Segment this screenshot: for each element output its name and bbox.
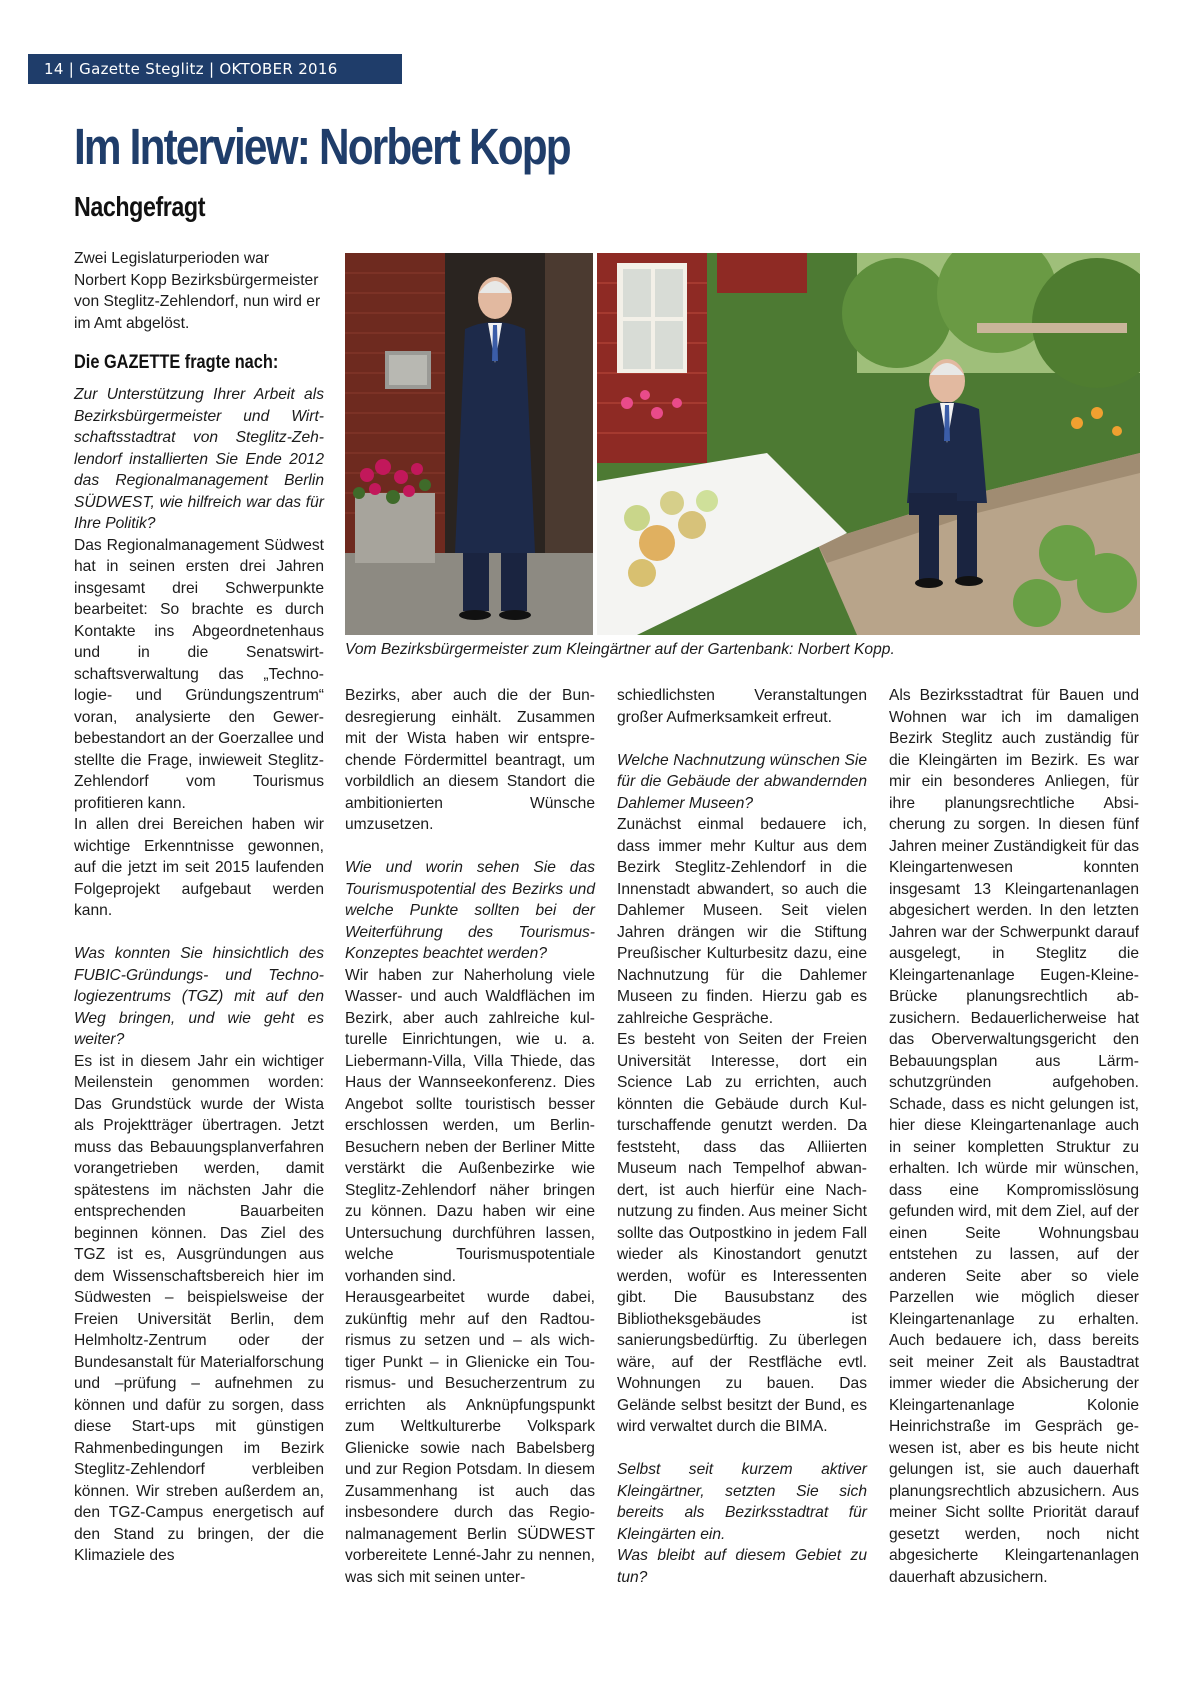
text-column-3 xyxy=(617,685,867,1588)
paragraph-gap xyxy=(345,836,595,858)
interview-question: Welche Nachnutzung wünschen Sie für die Gebäude der abwandernden Dahlemer Museen? xyxy=(617,751,867,812)
article-title: Im Interview: Norbert Kopp xyxy=(74,118,570,175)
photo-entrance-image xyxy=(345,253,593,635)
interview-question: Selbst seit kurzem aktiver Kleingärtner, setzten Sie sich bereits als Bezirksstadtrat für Kleingärten ein. xyxy=(617,1461,867,1543)
text-column-4 xyxy=(889,685,1139,1588)
paragraph-gap xyxy=(617,728,867,750)
paragraph-gap xyxy=(617,1438,867,1460)
photo-caption: Vom Bezirksbürgermeister zum Kleingärtner auf der Gartenbank: Norbert Kopp. xyxy=(345,641,895,658)
photo-entrance xyxy=(345,253,593,635)
interview-answer: Es besteht von Seiten der Freien Universität Interesse, dort ein Science Lab zu errichten, auch könnten die Gebäude durch Kulturschaffende genutzt werden. Da feststeht, dass das Alliierten Museum nach Tempelhof abwandert, ist auch hierfür eine Nachnutzung zu finden. Aus meiner Sicht sollte das Outpostkino in jedem Fall wieder als Kinostandort genutzt werden, wofür es Interessenten gibt. Die Bausubstanz des Bibliotheksgebäudes ist sanierungsbedürftig. Zu überlegen wäre, auf der Restfläche evtl. Wohnungen zu bauen. Das Gelände selbst besitzt der Bund, es wird verwaltet durch die BIMA. xyxy=(617,1031,867,1435)
photo-garden-image xyxy=(597,253,1140,635)
paragraph-gap xyxy=(74,922,324,944)
question-heading: Die GAZETTE fragte nach: xyxy=(74,352,279,373)
text-column-1 xyxy=(74,384,324,1567)
interview-answer: Bezirks, aber auch die der Bundesregierung einhält. Zusammen mit der Wista haben wir entsprechende Fördermittel beantragt, um vorbildlich an diesem Standort die ambitionierten Wünsche umzusetzen. xyxy=(345,687,595,833)
photo-garden xyxy=(597,253,1140,635)
article-subtitle: Nachgefragt xyxy=(74,191,206,222)
interview-answer: Das Regionalmanagement Südwest hat in seinen ersten drei Jahren insgesamt drei Schwerpunkte bearbeitet: So brachte es durch Kontakte ins Abgeordnetenhaus und in die Senatswirtschaftsverwaltung das „Technologie- und Gründungszentrum“ voran, analysierte den Gewerbebestandort an der Goerzallee und stellte die Frage, inwieweit Steglitz-Zehlendorf vom Tourismus profitieren kann. xyxy=(74,536,324,812)
interview-question: Wie und worin sehen Sie das Tourismuspotential des Bezirks und welche Punkte sollten bei der Weiterführung des Tourismus-Konzeptes beachtet werden? xyxy=(345,859,595,962)
article-intro: Zwei Legislaturperioden war Norbert Kopp Bezirksbürgermeister von Steglitz-Zehlendorf, nun wird er im Amt abgelöst. xyxy=(74,250,321,332)
page-header-bar xyxy=(28,54,402,84)
interview-answer: schiedlichsten Veranstaltungen großer Aufmerksamkeit erfreut. xyxy=(617,687,867,726)
interview-answer: Zunächst einmal bedauere ich, dass immer mehr Kultur aus dem Bezirk Steglitz-Zehlendorf in die Innenstadt abwandert, so auch die Dahlemer Museen. Seit vielen Jahren drängen wir die Stiftung Preußischer Kulturbesitz dazu, eine Nachnutzung für die Dahlemer Museen zu finden. Hierzu gab es zahlreiche Gespräche. xyxy=(617,816,867,1027)
interview-answer: Wir haben zur Naherholung viele Wasser- und auch Waldflächen im Bezirk, aber auch zahlreiche kulturelle Einrichtungen, wie u. a. Liebermann-Villa, Villa Thiede, das Haus der Wannseekonferenz. Dies Angebot sollte touristisch besser erschlossen werden, um Berlin-Besuchern neben der Berliner Mitte verstärkt die Außenbezirke wie Steglitz-Zehlendorf näher bringen zu können. Dazu haben wir eine Untersuchung durchführen lassen, welche Tourismuspotentiale vorhanden sind. xyxy=(345,966,595,1285)
interview-question: Was bleibt auf diesem Gebiet zu tun? xyxy=(617,1547,867,1586)
page-label: 14 | Gazette Steglitz | OKTOBER 2016 xyxy=(44,60,338,78)
interview-question: Was konnten Sie hinsichtlich des FUBIC-Gründungs- und Technologiezentrums (TGZ) mit auf den Weg bringen, und wie geht es weiter? xyxy=(74,945,324,1048)
interview-answer: Es ist in diesem Jahr ein wichtiger Meilenstein genommen worden: Das Grundstück wurde der Wista als Projektträger übertragen. Jetzt muss das Bebauungsplanverfahren vorangetrieben werden, damit spätestens im nächsten Jahr die entsprechenden Bauarbeiten beginnen können. Das Ziel des TGZ ist es, Ausgründungen aus dem Wissenschaftsbereich hier im Südwesten – beispielsweise der Freien Universität Berlin, dem Helmholtz-Zentrum oder der Bundesanstalt für Materialforschung und –prüfung – aufnehmen zu können und dafür zu sorgen, dass diese Start-ups mit günstigen Rahmenbedingungen im Bezirk Steglitz-Zehlendorf verbleiben können. Wir streben außerdem an, den TGZ-Campus energetisch auf den Stand zu bringen, der die Klimaziele des xyxy=(74,1052,324,1564)
interview-answer: In allen drei Bereichen haben wir wichtige Erkenntnisse gewonnen, auf die jetzt im seit 2015 laufenden Folgeprojekt aufgebaut werden kann. xyxy=(74,816,324,919)
text-column-2 xyxy=(345,685,595,1588)
interview-answer: Als Bezirksstadtrat für Bauen und Wohnen war ich im damaligen Bezirk Steglitz auch zuständig für die Kleingärten im Bezirk. Es war mir ein besonderes Anliegen, für ihre planungsrechtliche Absicherung zu sorgen. In diesen fünf Jahren meiner Zuständigkeit für das Kleingartenwesen konnten insgesamt 13 Kleingartenanlagen abgesichert werden. In den letzten Jahren war der Schwerpunkt darauf ausgelegt, in Steglitz die Kleingartenanlage Eugen-Kleine-Brücke planungsrechtlich abzusichern. Bedauerlicherweise hat das Oberverwaltungsgericht den Bebauungsplan aus Lärmschutzgründen aufgehoben. Schade, dass es nicht gelungen ist, hier diese Kleingartenanlage auch in seiner kompletten Struktur zu erhalten. Ich würde mir wünschen, dass eine Kompromisslösung gefunden wird, mit dem Ziel, auf der einen Seite Wohnungsbau entstehen zu lassen, auf der anderen Seite aber so viele Parzellen wie möglich dieser Kleingartenanlage zu erhalten. Auch bedauere ich, dass bereits seit meiner Zeit als Baustadtrat immer wieder die Absicherung der Kleingartenanlage Kolonie Heinrichstraße im Gespräch gewesen ist, aber es bis heute nicht gelungen ist, sie auch dauerhaft planungsrechtlich abzusichern. Aus meiner Sicht sollte Priorität darauf gesetzt werden, noch nicht abgesicherte Kleingartenanlagen dauerhaft abzusichern. xyxy=(889,687,1139,1586)
interview-question: Zur Unterstützung Ihrer Arbeit als Bezirksbürgermeister und Wirtschaftsstadtrat von Steglitz-Zehlendorf installierten Sie Ende 2012 das Regionalmanagement Berlin SÜDWEST, wie hilfreich war das für Ihre Politik? xyxy=(74,386,324,532)
interview-answer: Herausgearbeitet wurde dabei, zukünftig mehr auf den Radtourismus zu setzen und – als wichtiger Punkt – in Glienicke ein Tourismus- und Besucherzentrum zu errichten als Anknüpfungspunkt zum Weltkulturerbe Volkspark Glienicke sowie nach Babelsberg und zur Region Potsdam. In diesem Zusammenhang ist auch das insbesondere durch das Regionalmanagement Berlin SÜDWEST vorbereitete Lenné-Jahr zu nennen, was sich mit seinen unter- xyxy=(345,1289,595,1586)
